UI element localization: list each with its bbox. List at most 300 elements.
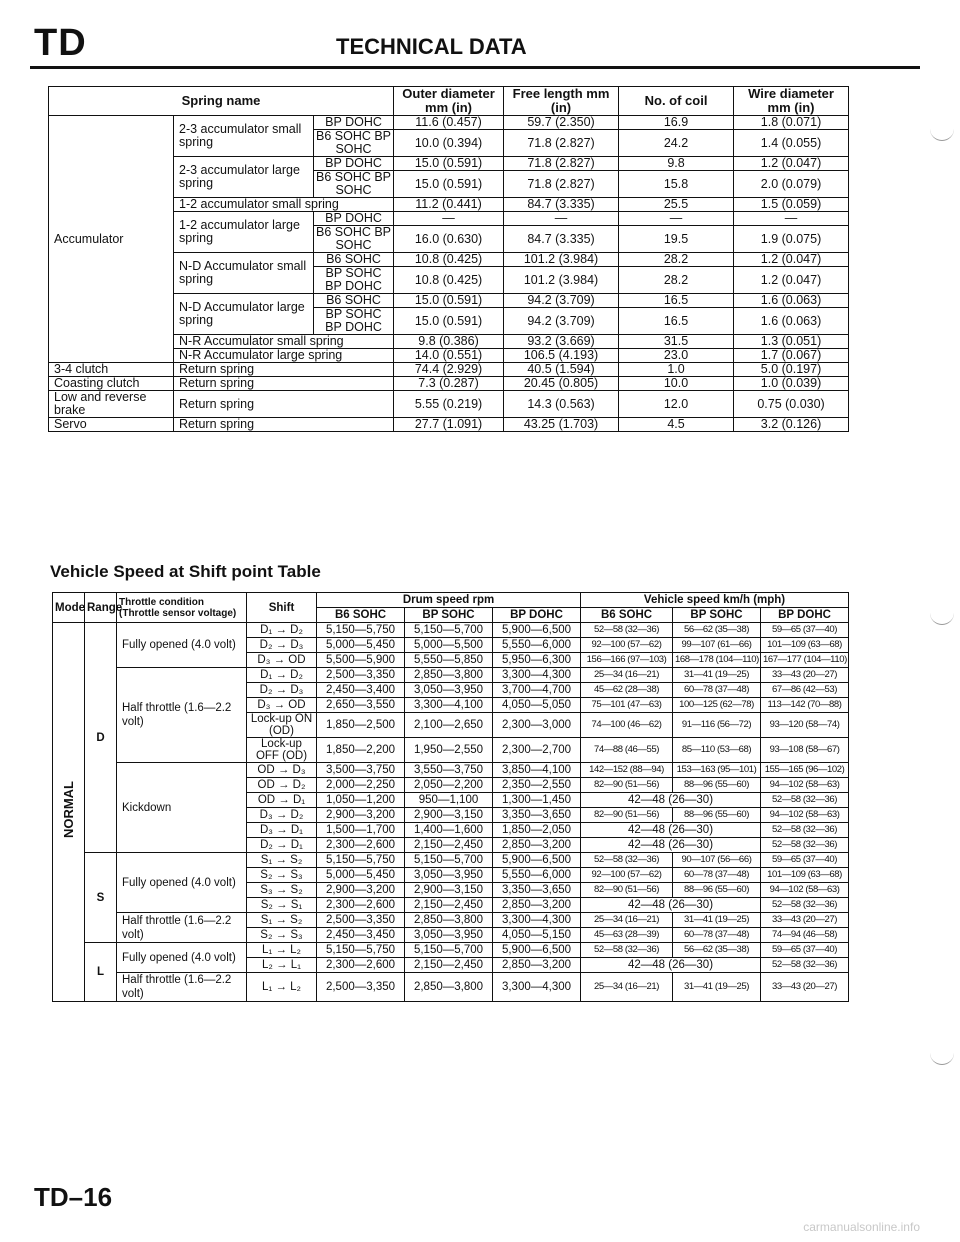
mode-label: NORMAL xyxy=(60,781,76,839)
col-vehicle-speed: Vehicle speed km/h (mph) xyxy=(581,593,849,608)
wire-diameter-cell: 1.8 (0.071) xyxy=(734,116,849,130)
free-length-cell: 59.7 (2.350) xyxy=(504,116,619,130)
drum-speed-cell: 2,900—3,200 xyxy=(317,883,405,898)
wire-diameter-cell: 1.6 (0.063) xyxy=(734,308,849,335)
vehicle-speed-cell: 94—102 (58—63) xyxy=(761,778,849,793)
shift-cell: S₁ → S₂ xyxy=(247,853,317,868)
shift-cell: OD → D₃ xyxy=(247,763,317,778)
shift-table xyxy=(52,592,849,1002)
coil-count-cell: — xyxy=(619,212,734,226)
drum-speed-cell: 2,000—2,250 xyxy=(317,778,405,793)
free-length-cell: 101.2 (3.984) xyxy=(504,267,619,294)
col-drum-speed: Drum speed rpm xyxy=(317,593,581,608)
drum-speed-cell: 2,850—3,200 xyxy=(493,898,581,913)
coil-count-cell: 23.0 xyxy=(619,349,734,363)
drum-speed-cell: 3,550—3,750 xyxy=(405,763,493,778)
engine-cell: B6 SOHC BP SOHC xyxy=(314,226,394,253)
coil-count-cell: 4.5 xyxy=(619,418,734,432)
page-title: TECHNICAL DATA xyxy=(336,34,527,59)
throttle-cell: Half throttle (1.6—2.2 volt) xyxy=(117,668,247,763)
margin-mark xyxy=(930,612,954,625)
outer-diameter-cell: 11.6 (0.457) xyxy=(394,116,504,130)
col-wire-diameter: Wire diameter mm (in) xyxy=(734,87,849,116)
outer-diameter-cell: 5.55 (0.219) xyxy=(394,391,504,418)
vehicle-speed-cell: 101—109 (63—68) xyxy=(761,868,849,883)
coil-count-cell: 16.5 xyxy=(619,308,734,335)
drum-speed-cell: 950—1,100 xyxy=(405,793,493,808)
drum-speed-cell: 3,350—3,650 xyxy=(493,883,581,898)
spring-row xyxy=(49,418,849,432)
shift-cell: Lock-up OFF (OD) xyxy=(247,738,317,763)
vehicle-speed-cell: 52—58 (32—36) xyxy=(761,958,849,973)
vehicle-speed-cell: 101—109 (63—68) xyxy=(761,638,849,653)
outer-diameter-cell: 10.8 (0.425) xyxy=(394,253,504,267)
free-length-cell: 43.25 (1.703) xyxy=(504,418,619,432)
free-length-cell: 71.8 (2.827) xyxy=(504,171,619,198)
shift-cell: D₃ → D₂ xyxy=(247,808,317,823)
coil-count-cell: 24.2 xyxy=(619,130,734,157)
vehicle-speed-cell: 60—78 (37—48) xyxy=(673,683,761,698)
drum-speed-cell: 5,000—5,450 xyxy=(317,638,405,653)
wire-diameter-cell: 2.0 (0.079) xyxy=(734,171,849,198)
vehicle-speed-cell: 94—102 (58—63) xyxy=(761,808,849,823)
shift-cell: D₃ → D₁ xyxy=(247,823,317,838)
drum-speed-cell: 2,900—3,200 xyxy=(317,808,405,823)
spring-row xyxy=(49,391,849,418)
outer-diameter-cell: 15.0 (0.591) xyxy=(394,157,504,171)
drum-speed-cell: 3,050—3,950 xyxy=(405,683,493,698)
spring-row xyxy=(49,116,849,130)
drum-speed-cell: 5,900—6,500 xyxy=(493,943,581,958)
wire-diameter-cell: 1.3 (0.051) xyxy=(734,335,849,349)
shift-cell: Lock-up ON (OD) xyxy=(247,713,317,738)
col-engine: BP SOHC xyxy=(405,608,493,623)
outer-diameter-cell: — xyxy=(394,212,504,226)
coil-count-cell: 19.5 xyxy=(619,226,734,253)
vehicle-speed-cell: 25—34 (16—21) xyxy=(581,913,673,928)
coil-count-cell: 12.0 xyxy=(619,391,734,418)
engine-cell: B6 SOHC BP SOHC xyxy=(314,130,394,157)
vehicle-speed-cell: 74—94 (46—58) xyxy=(761,928,849,943)
drum-speed-cell: 5,900—6,500 xyxy=(493,853,581,868)
drum-speed-cell: 2,650—3,550 xyxy=(317,698,405,713)
engine-cell: B6 SOHC xyxy=(314,253,394,267)
col-engine: BP SOHC xyxy=(673,608,761,623)
group-cell: Accumulator xyxy=(49,116,174,363)
col-outer-diameter: Outer diameter mm (in) xyxy=(394,87,504,116)
free-length-cell: — xyxy=(504,212,619,226)
shift-table-title: Vehicle Speed at Shift point Table xyxy=(50,562,321,581)
drum-speed-cell: 2,300—2,700 xyxy=(493,738,581,763)
spring-name-cell: Return spring xyxy=(174,363,394,377)
vehicle-speed-cell: 42—48 (26—30) xyxy=(581,793,761,808)
spring-name-cell: 2-3 accumulator small spring xyxy=(174,116,314,157)
wire-diameter-cell: 1.2 (0.047) xyxy=(734,253,849,267)
spring-body xyxy=(49,116,849,432)
vehicle-speed-cell: 25—34 (16—21) xyxy=(581,668,673,683)
drum-speed-cell: 2,350—2,550 xyxy=(493,778,581,793)
drum-speed-cell: 2,850—3,800 xyxy=(405,973,493,1002)
margin-mark xyxy=(930,1052,954,1065)
free-length-cell: 71.8 (2.827) xyxy=(504,157,619,171)
spring-name-cell: 1-2 accumulator small spring xyxy=(174,198,394,212)
drum-speed-cell: 5,150—5,750 xyxy=(317,853,405,868)
spring-name-cell: 2-3 accumulator large spring xyxy=(174,157,314,198)
spring-row xyxy=(49,363,849,377)
vehicle-speed-cell: 168—178 (104—110) xyxy=(673,653,761,668)
drum-speed-cell: 2,850—3,800 xyxy=(405,668,493,683)
vehicle-speed-cell: 67—86 (42—53) xyxy=(761,683,849,698)
vehicle-speed-cell: 25—34 (16—21) xyxy=(581,973,673,1002)
drum-speed-cell: 1,500—1,700 xyxy=(317,823,405,838)
drum-speed-cell: 4,050—5,150 xyxy=(493,928,581,943)
outer-diameter-cell: 16.0 (0.630) xyxy=(394,226,504,253)
col-shift: Shift xyxy=(247,593,317,623)
free-length-cell: 20.45 (0.805) xyxy=(504,377,619,391)
drum-speed-cell: 3,300—4,300 xyxy=(493,913,581,928)
spring-name-cell: N-D Accumulator large spring xyxy=(174,294,314,335)
coil-count-cell: 31.5 xyxy=(619,335,734,349)
vehicle-speed-cell: 52—58 (32—36) xyxy=(581,853,673,868)
spring-name-cell: N-D Accumulator small spring xyxy=(174,253,314,294)
coil-count-cell: 25.5 xyxy=(619,198,734,212)
drum-speed-cell: 1,050—1,200 xyxy=(317,793,405,808)
coil-count-cell: 16.9 xyxy=(619,116,734,130)
outer-diameter-cell: 10.8 (0.425) xyxy=(394,267,504,294)
vehicle-speed-cell: 74—88 (46—55) xyxy=(581,738,673,763)
vehicle-speed-cell: 59—65 (37—40) xyxy=(761,943,849,958)
drum-speed-cell: 3,050—3,950 xyxy=(405,928,493,943)
vehicle-speed-cell: 93—108 (58—67) xyxy=(761,738,849,763)
vehicle-speed-cell: 52—58 (32—36) xyxy=(761,898,849,913)
vehicle-speed-cell: 153—163 (95—101) xyxy=(673,763,761,778)
engine-cell: BP DOHC xyxy=(314,116,394,130)
drum-speed-cell: 1,400—1,600 xyxy=(405,823,493,838)
drum-speed-cell: 2,050—2,200 xyxy=(405,778,493,793)
range-cell: L xyxy=(85,943,117,1002)
drum-speed-cell: 2,300—2,600 xyxy=(317,958,405,973)
drum-speed-cell: 2,500—3,350 xyxy=(317,973,405,1002)
shift-cell: L₁ → L₂ xyxy=(247,943,317,958)
vehicle-speed-cell: 100—125 (62—78) xyxy=(673,698,761,713)
wire-diameter-cell: 1.0 (0.039) xyxy=(734,377,849,391)
drum-speed-cell: 5,550—5,850 xyxy=(405,653,493,668)
spring-name-cell: Return spring xyxy=(174,391,394,418)
group-cell: Low and reverse brake xyxy=(49,391,174,418)
free-length-cell: 93.2 (3.669) xyxy=(504,335,619,349)
spring-name-cell: N-R Accumulator large spring xyxy=(174,349,394,363)
vehicle-speed-cell: 91—116 (56—72) xyxy=(673,713,761,738)
vehicle-speed-cell: 52—58 (32—36) xyxy=(761,838,849,853)
vehicle-speed-cell: 52—58 (32—36) xyxy=(761,823,849,838)
shift-cell: D₂ → D₃ xyxy=(247,638,317,653)
col-engine: BP DOHC xyxy=(493,608,581,623)
engine-cell: BP SOHC BP DOHC xyxy=(314,308,394,335)
shift-row xyxy=(53,973,849,1002)
drum-speed-cell: 1,950—2,550 xyxy=(405,738,493,763)
vehicle-speed-cell: 88—96 (55—60) xyxy=(673,883,761,898)
free-length-cell: 84.7 (3.335) xyxy=(504,226,619,253)
vehicle-speed-cell: 99—107 (61—66) xyxy=(673,638,761,653)
mode-cell xyxy=(53,623,85,1002)
outer-diameter-cell: 11.2 (0.441) xyxy=(394,198,504,212)
drum-speed-cell: 4,050—5,050 xyxy=(493,698,581,713)
vehicle-speed-cell: 74—100 (46—62) xyxy=(581,713,673,738)
vehicle-speed-cell: 45—63 (28—39) xyxy=(581,928,673,943)
wire-diameter-cell: 1.2 (0.047) xyxy=(734,267,849,294)
vehicle-speed-cell: 31—41 (19—25) xyxy=(673,668,761,683)
drum-speed-cell: 2,300—2,600 xyxy=(317,838,405,853)
shift-body xyxy=(53,623,849,1002)
spring-name-cell: N-R Accumulator small spring xyxy=(174,335,394,349)
col-engine: B6 SOHC xyxy=(317,608,405,623)
margin-mark xyxy=(930,128,954,141)
drum-speed-cell: 5,150—5,700 xyxy=(405,623,493,638)
vehicle-speed-cell: 167—177 (104—110) xyxy=(761,653,849,668)
outer-diameter-cell: 15.0 (0.591) xyxy=(394,294,504,308)
col-throttle: Throttle condition (Throttle sensor voltage) xyxy=(117,593,247,623)
drum-speed-cell: 2,100—2,650 xyxy=(405,713,493,738)
drum-speed-cell: 2,850—3,800 xyxy=(405,913,493,928)
shift-row xyxy=(53,668,849,683)
drum-speed-cell: 2,150—2,450 xyxy=(405,838,493,853)
drum-speed-cell: 5,000—5,500 xyxy=(405,638,493,653)
drum-speed-cell: 3,050—3,950 xyxy=(405,868,493,883)
vehicle-speed-cell: 52—58 (32—36) xyxy=(761,793,849,808)
col-free-length: Free length mm (in) xyxy=(504,87,619,116)
outer-diameter-cell: 7.3 (0.287) xyxy=(394,377,504,391)
col-no-of-coil: No. of coil xyxy=(619,87,734,116)
vehicle-speed-cell: 33—43 (20—27) xyxy=(761,913,849,928)
drum-speed-cell: 5,000—5,450 xyxy=(317,868,405,883)
col-range: Range xyxy=(85,593,117,623)
col-engine: B6 SOHC xyxy=(581,608,673,623)
vehicle-speed-cell: 155—165 (96—102) xyxy=(761,763,849,778)
drum-speed-cell: 5,150—5,750 xyxy=(317,623,405,638)
drum-speed-cell: 5,150—5,750 xyxy=(317,943,405,958)
drum-speed-cell: 1,300—1,450 xyxy=(493,793,581,808)
vehicle-speed-cell: 75—101 (47—63) xyxy=(581,698,673,713)
shift-row xyxy=(53,853,849,868)
vehicle-speed-cell: 42—48 (26—30) xyxy=(581,823,761,838)
drum-speed-cell: 3,850—4,100 xyxy=(493,763,581,778)
shift-row xyxy=(53,763,849,778)
section-code: TD xyxy=(34,22,87,64)
drum-speed-cell: 2,300—3,000 xyxy=(493,713,581,738)
free-length-cell: 101.2 (3.984) xyxy=(504,253,619,267)
outer-diameter-cell: 74.4 (2.929) xyxy=(394,363,504,377)
drum-speed-cell: 2,150—2,450 xyxy=(405,958,493,973)
outer-diameter-cell: 9.8 (0.386) xyxy=(394,335,504,349)
shift-cell: OD → D₁ xyxy=(247,793,317,808)
shift-cell: S₂ → S₃ xyxy=(247,928,317,943)
vehicle-speed-cell: 33—43 (20—27) xyxy=(761,668,849,683)
shift-row xyxy=(53,913,849,928)
drum-speed-cell: 5,900—6,500 xyxy=(493,623,581,638)
shift-header-row-1 xyxy=(53,593,849,608)
drum-speed-cell: 3,300—4,300 xyxy=(493,668,581,683)
col-mode: Mode xyxy=(53,593,85,623)
vehicle-speed-cell: 156—166 (97—103) xyxy=(581,653,673,668)
outer-diameter-cell: 27.7 (1.091) xyxy=(394,418,504,432)
drum-speed-cell: 3,300—4,100 xyxy=(405,698,493,713)
shift-cell: D₁ → D₂ xyxy=(247,668,317,683)
shift-cell: S₂ → S₃ xyxy=(247,868,317,883)
group-cell: 3-4 clutch xyxy=(49,363,174,377)
drum-speed-cell: 1,850—2,500 xyxy=(317,713,405,738)
wire-diameter-cell: 0.75 (0.030) xyxy=(734,391,849,418)
drum-speed-cell: 2,450—3,400 xyxy=(317,683,405,698)
page-number: TD–16 xyxy=(34,1182,113,1212)
drum-speed-cell: 2,900—3,150 xyxy=(405,883,493,898)
vehicle-speed-cell: 59—65 (37—40) xyxy=(761,853,849,868)
vehicle-speed-cell: 90—107 (56—66) xyxy=(673,853,761,868)
coil-count-cell: 1.0 xyxy=(619,363,734,377)
vehicle-speed-cell: 142—152 (88—94) xyxy=(581,763,673,778)
throttle-cell: Half throttle (1.6—2.2 volt) xyxy=(117,913,247,943)
shift-cell: D₂ → D₃ xyxy=(247,683,317,698)
vehicle-speed-cell: 56—62 (35—38) xyxy=(673,623,761,638)
vehicle-speed-cell: 45—62 (28—38) xyxy=(581,683,673,698)
shift-cell: S₂ → S₁ xyxy=(247,898,317,913)
free-length-cell: 94.2 (3.709) xyxy=(504,294,619,308)
vehicle-speed-cell: 60—78 (37—48) xyxy=(673,928,761,943)
drum-speed-cell: 3,300—4,300 xyxy=(493,973,581,1002)
engine-cell: BP SOHC BP DOHC xyxy=(314,267,394,294)
spring-name-cell: Return spring xyxy=(174,418,394,432)
drum-speed-cell: 5,950—6,300 xyxy=(493,653,581,668)
wire-diameter-cell: 1.4 (0.055) xyxy=(734,130,849,157)
throttle-cell: Fully opened (4.0 volt) xyxy=(117,853,247,913)
drum-speed-cell: 3,500—3,750 xyxy=(317,763,405,778)
wire-diameter-cell: 1.9 (0.075) xyxy=(734,226,849,253)
free-length-cell: 94.2 (3.709) xyxy=(504,308,619,335)
wire-diameter-cell: 1.2 (0.047) xyxy=(734,157,849,171)
vehicle-speed-cell: 92—100 (57—62) xyxy=(581,638,673,653)
drum-speed-cell: 3,700—4,700 xyxy=(493,683,581,698)
group-cell: Servo xyxy=(49,418,174,432)
coil-count-cell: 10.0 xyxy=(619,377,734,391)
drum-speed-cell: 2,900—3,150 xyxy=(405,808,493,823)
watermark: carmanualsonline.info xyxy=(803,1220,920,1234)
vehicle-speed-cell: 56—62 (35—38) xyxy=(673,943,761,958)
vehicle-speed-cell: 52—58 (32—36) xyxy=(581,623,673,638)
vehicle-speed-cell: 52—58 (32—36) xyxy=(581,943,673,958)
spring-row xyxy=(49,377,849,391)
drum-speed-cell: 5,150—5,700 xyxy=(405,943,493,958)
throttle-cell: Fully opened (4.0 volt) xyxy=(117,623,247,668)
outer-diameter-cell: 14.0 (0.551) xyxy=(394,349,504,363)
vehicle-speed-cell: 93—120 (58—74) xyxy=(761,713,849,738)
shift-cell: D₁ → D₂ xyxy=(247,623,317,638)
shift-row xyxy=(53,623,849,638)
engine-cell: B6 SOHC BP SOHC xyxy=(314,171,394,198)
wire-diameter-cell: — xyxy=(734,212,849,226)
vehicle-speed-cell: 82—90 (51—56) xyxy=(581,883,673,898)
engine-cell: BP DOHC xyxy=(314,157,394,171)
range-cell: D xyxy=(85,623,117,853)
shift-cell: D₃ → OD xyxy=(247,653,317,668)
vehicle-speed-cell: 31—41 (19—25) xyxy=(673,913,761,928)
vehicle-speed-cell: 92—100 (57—62) xyxy=(581,868,673,883)
header-rule xyxy=(30,66,920,69)
spring-table xyxy=(48,86,849,432)
free-length-cell: 106.5 (4.193) xyxy=(504,349,619,363)
coil-count-cell: 15.8 xyxy=(619,171,734,198)
vehicle-speed-cell: 82—90 (51—56) xyxy=(581,778,673,793)
vehicle-speed-cell: 31—41 (19—25) xyxy=(673,973,761,1002)
vehicle-speed-cell: 94—102 (58—63) xyxy=(761,883,849,898)
col-engine: BP DOHC xyxy=(761,608,849,623)
free-length-cell: 40.5 (1.594) xyxy=(504,363,619,377)
vehicle-speed-cell: 59—65 (37—40) xyxy=(761,623,849,638)
wire-diameter-cell: 1.7 (0.067) xyxy=(734,349,849,363)
shift-cell: L₁ → L₂ xyxy=(247,973,317,1002)
vehicle-speed-cell: 113—142 (70—88) xyxy=(761,698,849,713)
drum-speed-cell: 5,550—6,000 xyxy=(493,638,581,653)
vehicle-speed-cell: 88—96 (55—60) xyxy=(673,808,761,823)
free-length-cell: 84.7 (3.335) xyxy=(504,198,619,212)
drum-speed-cell: 2,500—3,350 xyxy=(317,668,405,683)
vehicle-speed-cell: 82—90 (51—56) xyxy=(581,808,673,823)
drum-speed-cell: 5,150—5,700 xyxy=(405,853,493,868)
drum-speed-cell: 5,550—6,000 xyxy=(493,868,581,883)
vehicle-speed-cell: 42—48 (26—30) xyxy=(581,898,761,913)
vehicle-speed-cell: 42—48 (26—30) xyxy=(581,958,761,973)
outer-diameter-cell: 10.0 (0.394) xyxy=(394,130,504,157)
spring-header-row xyxy=(49,87,849,116)
shift-row xyxy=(53,943,849,958)
wire-diameter-cell: 5.0 (0.197) xyxy=(734,363,849,377)
vehicle-speed-cell: 42—48 (26—30) xyxy=(581,838,761,853)
coil-count-cell: 28.2 xyxy=(619,253,734,267)
coil-count-cell: 28.2 xyxy=(619,267,734,294)
shift-cell: D₂ → D₁ xyxy=(247,838,317,853)
drum-speed-cell: 2,850—3,200 xyxy=(493,958,581,973)
drum-speed-cell: 1,850—2,050 xyxy=(493,823,581,838)
engine-cell: B6 SOHC xyxy=(314,294,394,308)
col-spring-name: Spring name xyxy=(49,87,394,116)
coil-count-cell: 16.5 xyxy=(619,294,734,308)
outer-diameter-cell: 15.0 (0.591) xyxy=(394,171,504,198)
engine-cell: BP DOHC xyxy=(314,212,394,226)
free-length-cell: 14.3 (0.563) xyxy=(504,391,619,418)
vehicle-speed-cell: 88—96 (55—60) xyxy=(673,778,761,793)
spring-name-cell: Return spring xyxy=(174,377,394,391)
drum-speed-cell: 1,850—2,200 xyxy=(317,738,405,763)
drum-speed-cell: 5,500—5,900 xyxy=(317,653,405,668)
spring-name-cell: 1-2 accumulator large spring xyxy=(174,212,314,253)
drum-speed-cell: 2,500—3,350 xyxy=(317,913,405,928)
vehicle-speed-cell: 60—78 (37—48) xyxy=(673,868,761,883)
throttle-cell: Fully opened (4.0 volt) xyxy=(117,943,247,973)
coil-count-cell: 9.8 xyxy=(619,157,734,171)
shift-cell: D₃ → OD xyxy=(247,698,317,713)
shift-cell: L₂ → L₁ xyxy=(247,958,317,973)
drum-speed-cell: 2,150—2,450 xyxy=(405,898,493,913)
shift-cell: S₁ → S₂ xyxy=(247,913,317,928)
drum-speed-cell: 2,300—2,600 xyxy=(317,898,405,913)
free-length-cell: 71.8 (2.827) xyxy=(504,130,619,157)
shift-cell: S₃ → S₂ xyxy=(247,883,317,898)
wire-diameter-cell: 1.5 (0.059) xyxy=(734,198,849,212)
vehicle-speed-cell: 33—43 (20—27) xyxy=(761,973,849,1002)
group-cell: Coasting clutch xyxy=(49,377,174,391)
outer-diameter-cell: 15.0 (0.591) xyxy=(394,308,504,335)
wire-diameter-cell: 1.6 (0.063) xyxy=(734,294,849,308)
drum-speed-cell: 2,450—3,450 xyxy=(317,928,405,943)
throttle-cell: Kickdown xyxy=(117,763,247,853)
